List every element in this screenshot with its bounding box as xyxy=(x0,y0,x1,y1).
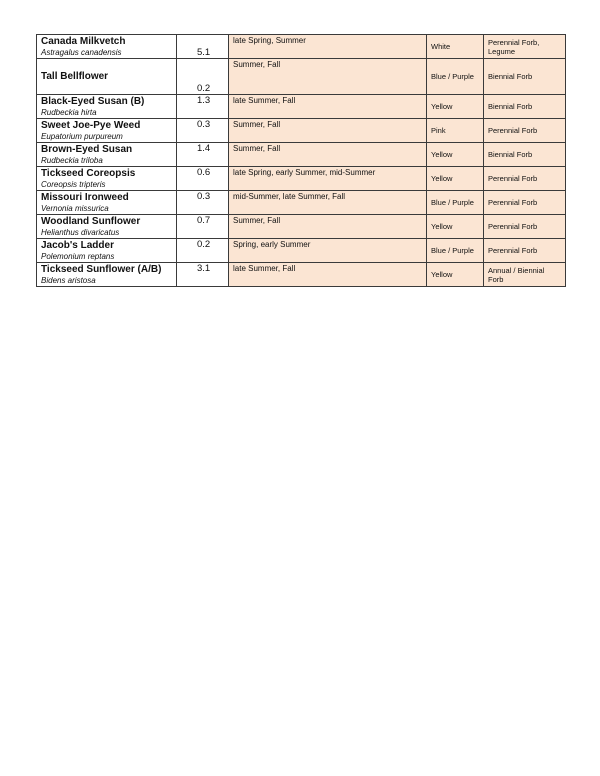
bloom-time-cell: Summer, Fall xyxy=(229,215,427,239)
bloom-time-cell: late Summer, Fall xyxy=(229,95,427,119)
flower-color-cell: Yellow xyxy=(427,167,484,191)
percent-value: 0.2 xyxy=(197,239,211,250)
plant-type-cell: Annual / Biennial Forb xyxy=(484,263,566,287)
bloom-time-cell: late Spring, Summer xyxy=(229,35,427,59)
table-row xyxy=(37,143,566,167)
percent-cell xyxy=(177,95,229,119)
scientific-name: Helianthus divaricatus xyxy=(41,228,120,237)
species-name-cell xyxy=(37,167,177,191)
common-name: Tickseed Sunflower (A/B) xyxy=(41,264,162,275)
common-name: Woodland Sunflower xyxy=(41,216,141,227)
common-name: Canada Milkvetch xyxy=(41,36,126,47)
percent-cell xyxy=(177,59,229,95)
flower-color-cell: Pink xyxy=(427,119,484,143)
percent-value: 1.4 xyxy=(197,143,211,154)
flower-color-cell: Yellow xyxy=(427,263,484,287)
bloom-time-cell: late Summer, Fall xyxy=(229,263,427,287)
common-name: Brown-Eyed Susan xyxy=(41,144,133,155)
plant-type-cell: Perennial Forb xyxy=(484,191,566,215)
table-row xyxy=(37,95,566,119)
scientific-name: Eupatorium purpureum xyxy=(41,132,123,141)
plant-type-cell: Biennial Forb xyxy=(484,59,566,95)
plant-species-table xyxy=(36,34,566,287)
species-name-cell xyxy=(37,263,177,287)
flower-color-cell: Blue / Purple xyxy=(427,59,484,95)
percent-value: 0.2 xyxy=(197,83,211,94)
species-name-cell xyxy=(37,191,177,215)
species-name-cell xyxy=(37,59,177,95)
bloom-time-cell: mid-Summer, late Summer, Fall xyxy=(229,191,427,215)
plant-type-cell: Perennial Forb xyxy=(484,239,566,263)
percent-cell xyxy=(177,167,229,191)
table-row xyxy=(37,263,566,287)
species-name-cell xyxy=(37,35,177,59)
percent-value: 0.3 xyxy=(197,119,211,130)
flower-color-cell: White xyxy=(427,35,484,59)
scientific-name: Bidens aristosa xyxy=(41,276,96,285)
species-name-cell xyxy=(37,239,177,263)
percent-value: 1.3 xyxy=(197,95,211,106)
common-name: Tickseed Coreopsis xyxy=(41,168,136,179)
percent-value: 5.1 xyxy=(197,47,211,58)
percent-cell xyxy=(177,215,229,239)
percent-cell xyxy=(177,263,229,287)
species-name-cell xyxy=(37,143,177,167)
flower-color-cell: Blue / Purple xyxy=(427,191,484,215)
bloom-time-cell: Summer, Fall xyxy=(229,59,427,95)
flower-color-cell: Yellow xyxy=(427,215,484,239)
bloom-time-cell: Summer, Fall xyxy=(229,143,427,167)
plant-type-cell: Perennial Forb xyxy=(484,215,566,239)
table-row xyxy=(37,59,566,95)
bloom-time-cell: late Spring, early Summer, mid-Summer xyxy=(229,167,427,191)
flower-color-cell: Yellow xyxy=(427,95,484,119)
percent-cell xyxy=(177,143,229,167)
species-name-cell xyxy=(37,95,177,119)
percent-value: 0.3 xyxy=(197,191,211,202)
plant-type-cell: Perennial Forb, Legume xyxy=(484,35,566,59)
percent-value: 3.1 xyxy=(197,263,211,274)
table-row xyxy=(37,215,566,239)
scientific-name: Vernonia missurica xyxy=(41,204,109,213)
species-name-cell xyxy=(37,215,177,239)
species-name-cell xyxy=(37,119,177,143)
table-row xyxy=(37,191,566,215)
plant-type-cell: Perennial Forb xyxy=(484,119,566,143)
bloom-time-cell: Summer, Fall xyxy=(229,119,427,143)
flower-color-cell: Blue / Purple xyxy=(427,239,484,263)
scientific-name: Polemonium reptans xyxy=(41,252,115,261)
scientific-name: Astragalus canadensis xyxy=(41,48,122,57)
plant-type-cell: Perennial Forb xyxy=(484,167,566,191)
table-row xyxy=(37,35,566,59)
percent-cell xyxy=(177,119,229,143)
table-row xyxy=(37,119,566,143)
percent-cell xyxy=(177,191,229,215)
common-name: Jacob's Ladder xyxy=(41,240,114,251)
table-row xyxy=(37,239,566,263)
common-name: Sweet Joe-Pye Weed xyxy=(41,120,141,131)
plant-type-cell: Biennial Forb xyxy=(484,95,566,119)
plant-type-cell: Biennial Forb xyxy=(484,143,566,167)
scientific-name: Rudbeckia hirta xyxy=(41,108,97,117)
flower-color-cell: Yellow xyxy=(427,143,484,167)
bloom-time-cell: Spring, early Summer xyxy=(229,239,427,263)
table-row xyxy=(37,167,566,191)
scientific-name: Rudbeckia triloba xyxy=(41,156,103,165)
percent-value: 0.7 xyxy=(197,215,211,226)
percent-cell xyxy=(177,239,229,263)
common-name: Missouri Ironweed xyxy=(41,192,129,203)
percent-value: 0.6 xyxy=(197,167,211,178)
percent-cell xyxy=(177,35,229,59)
common-name: Tall Bellflower xyxy=(41,71,109,82)
scientific-name: Coreopsis tripteris xyxy=(41,180,106,189)
common-name: Black-Eyed Susan (B) xyxy=(41,96,145,107)
